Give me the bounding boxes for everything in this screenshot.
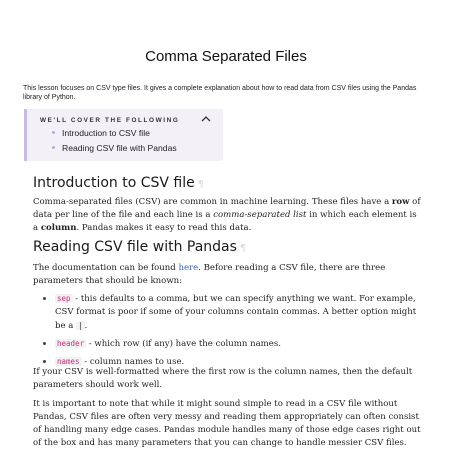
text-run: - this defaults to a comma, but we can specify anything we want. For example, CSV format is poor if some of your columns contain commas. A better option might be a — [55, 294, 417, 331]
text-run: Comma-separated files (CSV) are common in machine learning. These files have a — [33, 197, 392, 207]
text-run: . — [84, 321, 88, 331]
list-item — [33, 292, 423, 333]
text-italic: comma-separated list — [213, 210, 307, 220]
text-bold: row — [391, 197, 410, 207]
toc-item-label: Reading CSV file with Pandas — [62, 143, 177, 153]
bullet-icon — [43, 360, 46, 363]
parameter-list — [33, 292, 423, 373]
intro-paragraph — [33, 196, 423, 235]
code-pipe: | — [78, 321, 83, 330]
toc-panel — [24, 109, 223, 161]
text-run: . Before reading a CSV file, there are three parameters that should be known: — [33, 263, 386, 286]
heading-text: Reading CSV file with Pandas — [33, 239, 237, 255]
toc-header: WE'LL COVER THE FOLLOWING — [40, 117, 180, 124]
toc-item-intro[interactable] — [62, 128, 150, 138]
chevron-up-icon[interactable] — [199, 112, 213, 126]
section-heading-reading — [33, 239, 246, 255]
text-run: - which row (if any) have the column names. — [86, 339, 281, 349]
lesson-description: This lesson focuses on CSV type files. It gives a complete explanation about how to read data from CSV files using the Pandas library of Python. — [23, 85, 417, 101]
docs-paragraph — [33, 262, 423, 288]
documentation-link[interactable]: here — [178, 263, 199, 273]
text-run: in which each element is a — [33, 210, 417, 233]
bullet-icon — [52, 146, 55, 149]
toc-item-reading[interactable] — [62, 143, 177, 153]
list-item — [33, 337, 423, 351]
text-run: of data per line of the file and each line is a — [33, 197, 421, 220]
text-run: . Pandas makes it easy to read this data. — [76, 223, 252, 233]
code-sep: sep — [57, 294, 71, 303]
heading-text: Introduction to CSV file — [33, 175, 195, 191]
edge-cases-paragraph: It is important to note that while it might sound simple to read in a CSV file without Pandas, CSV files are often very messy and reading them appropriately can often consist of handling many edge cases. Pandas module handles many of those edge cases right out of the box and has many parameters that you can change to handle messier CSV files. — [33, 399, 421, 448]
code-header: header — [57, 339, 85, 348]
code-names: names — [57, 357, 80, 366]
link-icon[interactable]: ¶ — [239, 243, 247, 254]
page-title: Comma Separated Files — [145, 48, 307, 65]
section-heading-intro — [33, 175, 204, 191]
link-icon[interactable]: ¶ — [197, 179, 205, 190]
bullet-icon — [52, 131, 55, 134]
text-bold: column — [40, 223, 77, 233]
bullet-icon — [43, 297, 46, 300]
bullet-icon — [43, 342, 46, 345]
text-run: - column names to use. — [81, 357, 185, 367]
toc-item-label: Introduction to CSV file — [62, 128, 150, 138]
text-run: The documentation can be found — [33, 263, 179, 273]
default-params-paragraph: If your CSV is well-formatted where the first row is the column names, then the default parameters should work well. — [33, 367, 413, 390]
